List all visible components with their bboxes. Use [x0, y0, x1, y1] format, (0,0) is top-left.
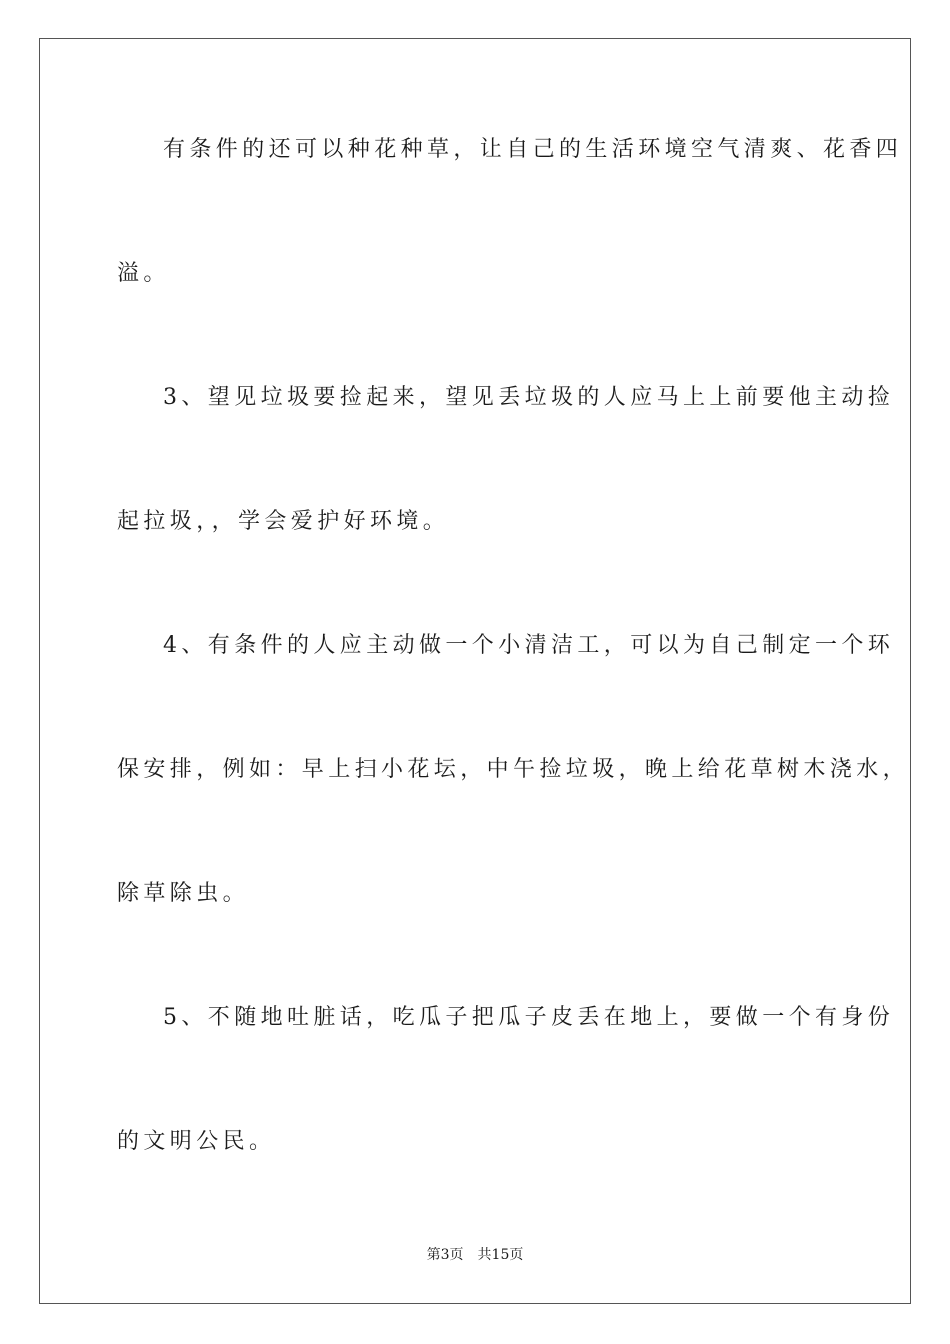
paragraph-2-line-1: 3、望见垃圾要捡起来，望见丢垃圾的人应马上上前要他主动捡 [163, 385, 895, 410]
paragraph-1-line-2: 溢。 [117, 261, 170, 286]
page-total: 共15页 [477, 1247, 524, 1263]
paragraph-3-line-1: 4、有条件的人应主动做一个小清洁工，可以为自己制定一个环 [163, 633, 895, 658]
paragraph-2-line-2: 起拉圾，，学会爱护好环境。 [117, 509, 450, 534]
paragraph-4-line-2: 的文明公民。 [117, 1129, 276, 1154]
paragraph-4-line-1: 5、不随地吐脏话，吃瓜子把瓜子皮丢在地上，要做一个有身份 [163, 1005, 895, 1030]
page-border [39, 38, 911, 1304]
paragraph-1-line-1: 有条件的还可以种花种草，让自己的生活环境空气清爽、花香四 [163, 137, 903, 162]
paragraph-3-line-3: 除草除虫。 [117, 881, 250, 906]
paragraph-3-line-2: 保安排，例如：早上扫小花坛，中午捡垃圾，晚上给花草树木浇水， [117, 757, 910, 782]
page-number: 第3页 [426, 1247, 464, 1263]
page-footer [0, 1245, 950, 1265]
